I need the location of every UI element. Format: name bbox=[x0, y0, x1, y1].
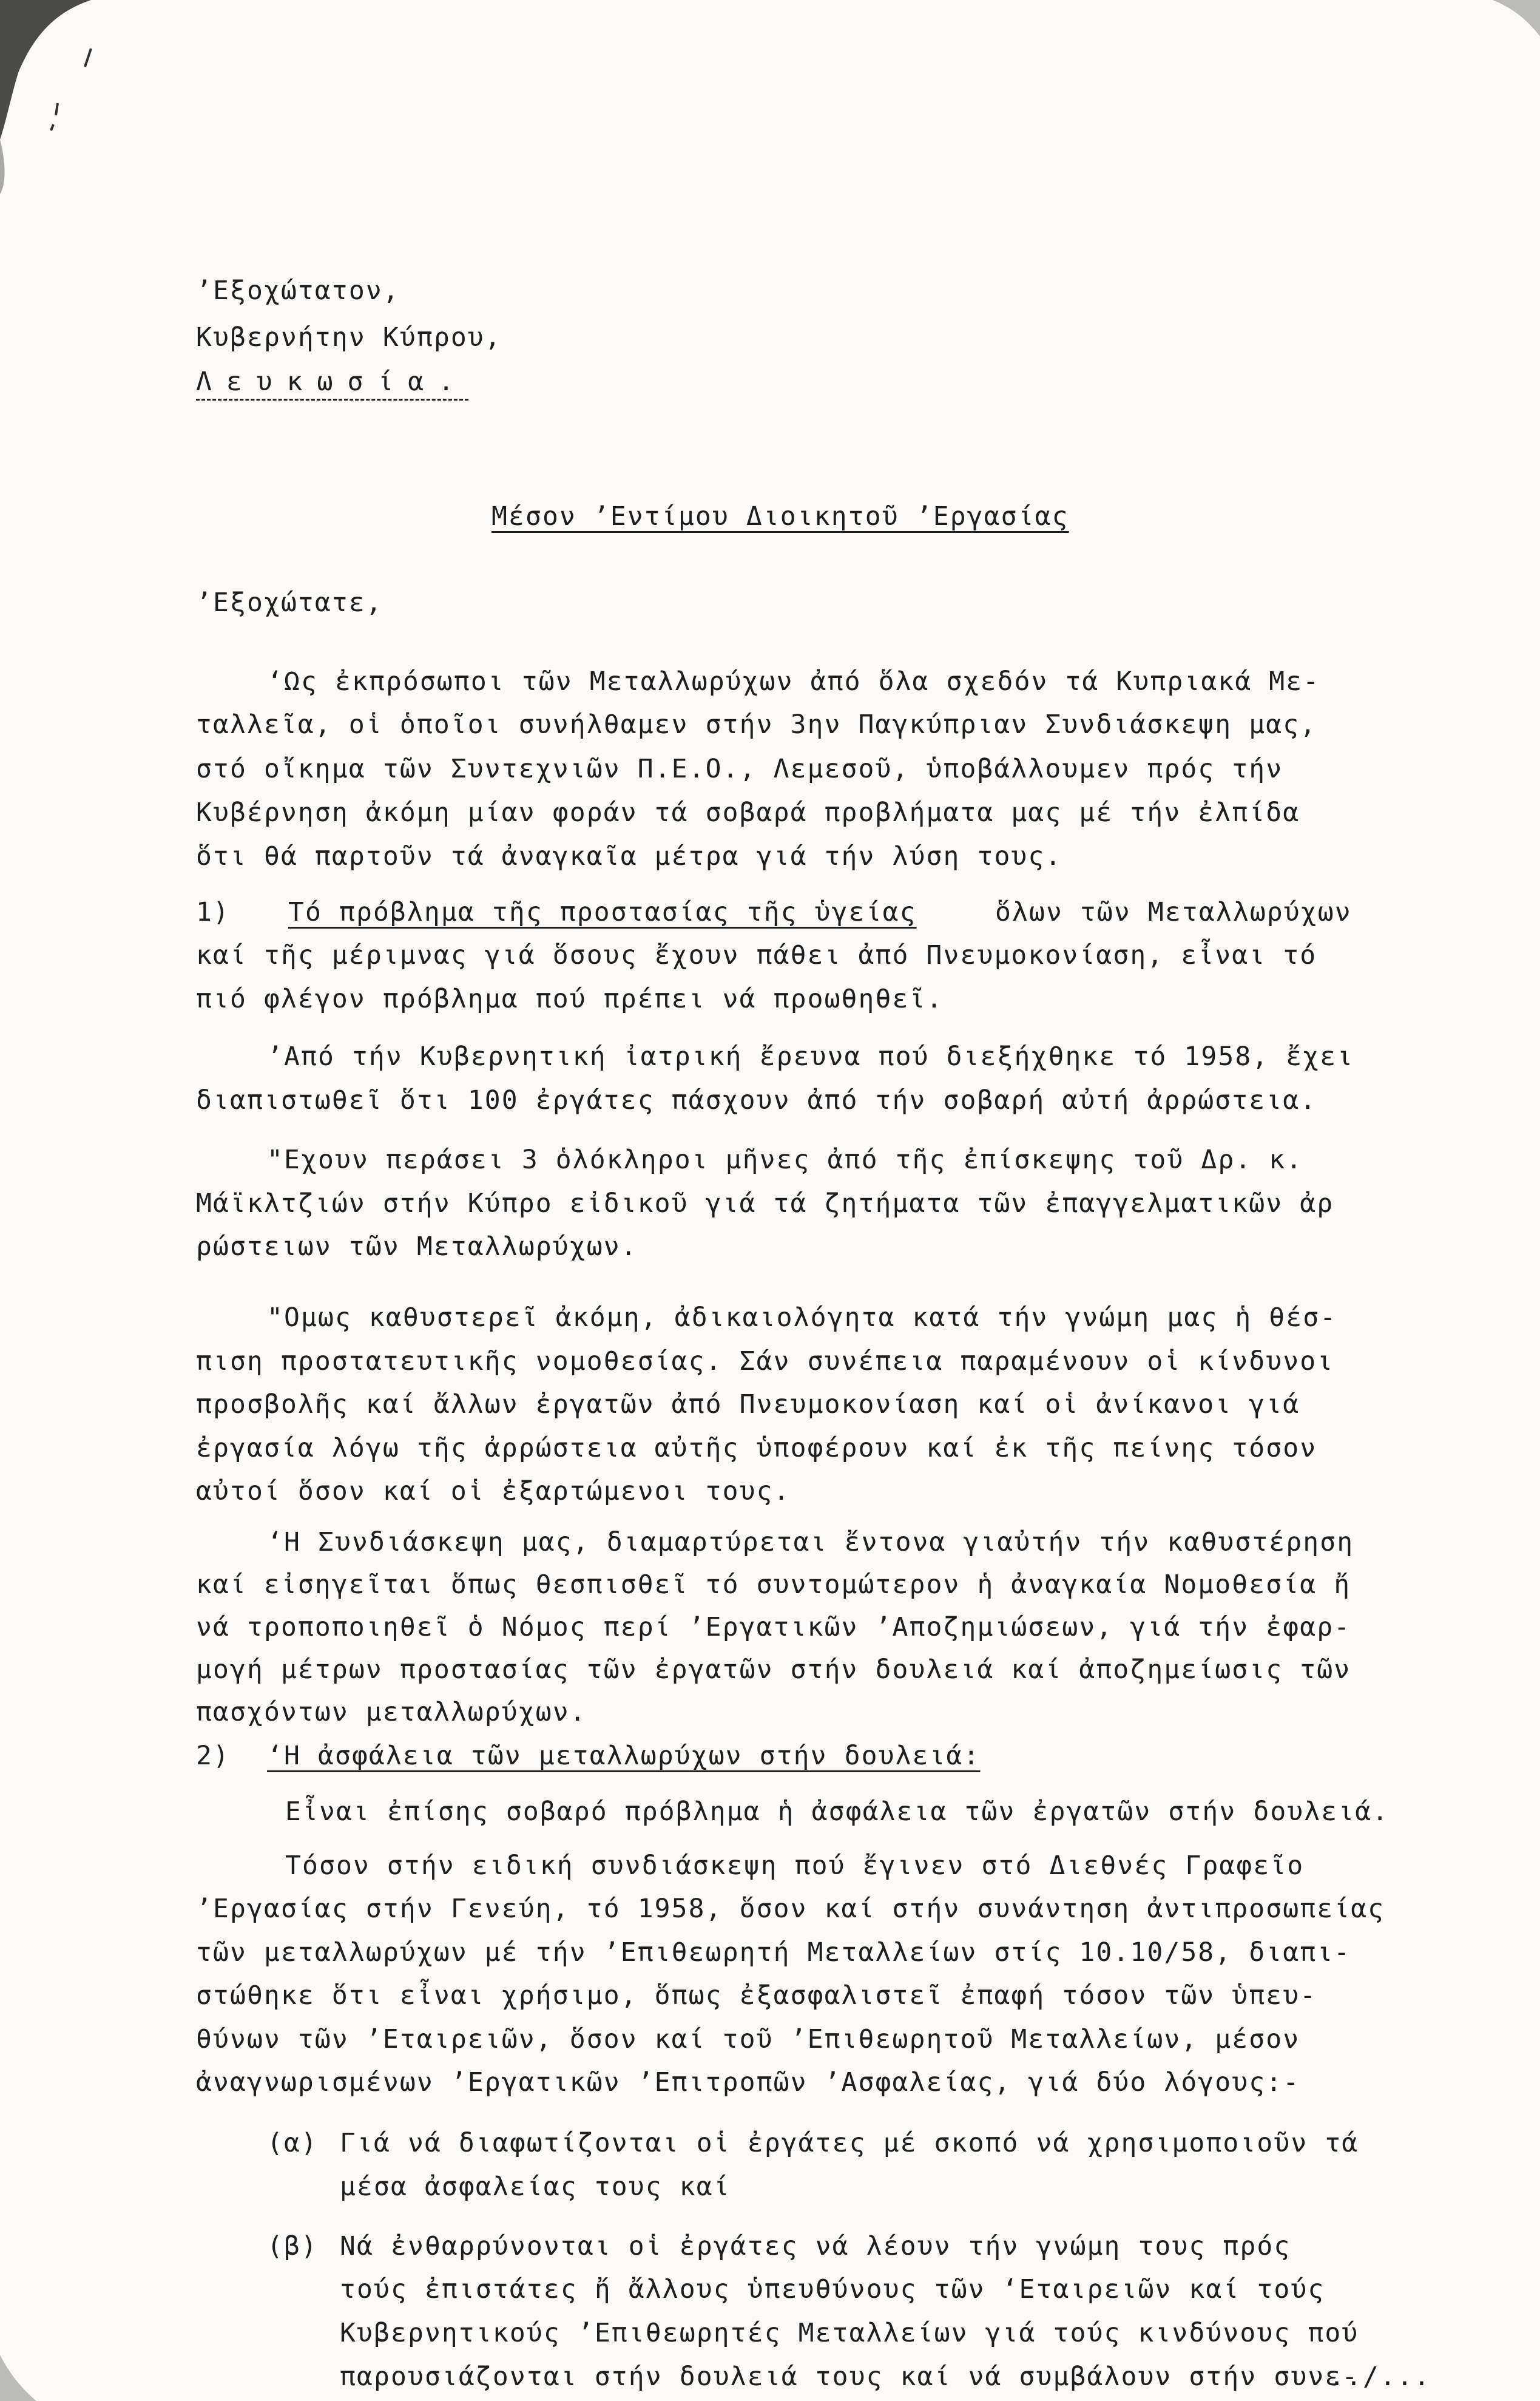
greeting: ’Εξοχώτατε, bbox=[196, 588, 383, 618]
continuation-mark: ../... bbox=[1329, 2362, 1431, 2392]
text-line: παρουσιάζονται στήν δουλειά τους καί νά συμβάλουν στήν συνε- bbox=[340, 2362, 1359, 2392]
address-salutation: ’Εξοχώτατον, bbox=[196, 276, 400, 306]
text-line: Νά ἐνθαρρύνονται οἱ ἐργάτες νά λέουν τήν γνώμη τους πρός bbox=[340, 2231, 1291, 2261]
text-line: Εἶναι ἐπίσης σοβαρό πρόβλημα ἡ ἀσφάλεια τῶν ἐργατῶν στήν δουλειά. bbox=[285, 1797, 1390, 1827]
text-line: ὅτι θά παρτοῦν τά ἀναγκαῖα μέτρα γιά τήν λύση τους. bbox=[196, 841, 1062, 872]
address-recipient: Κυβερνήτην Κύπρου, bbox=[196, 322, 502, 353]
text-line: Τόσον στήν ειδική συνδιάσκεψη πού ἔγινεν στό Διεθνές Γραφεῖο bbox=[285, 1851, 1305, 1881]
section-2-heading: ‘Η ἀσφάλεια τῶν μεταλλωρύχων στήν δουλειά: bbox=[267, 1741, 981, 1771]
text-line: "Ομως καθυστερεῖ ἀκόμη, ἀδικαιολόγητα κατά τήν γνώμη μας ἡ θέσ- bbox=[267, 1302, 1337, 1333]
text-line: ρώστειων τῶν Μεταλλωρύχων. bbox=[196, 1231, 638, 1262]
section-1-heading: Τό πρόβλημα τῆς προστασίας τῆς ὑγείας bbox=[288, 897, 917, 927]
text-line: στό οἴκημα τῶν Συντεχνιῶν Π.Ε.Ο., Λεμεσοῦ, ὑποβάλλουμεν πρός τήν bbox=[196, 754, 1283, 784]
text-line: μέσα ἀσφαλείας τους καί bbox=[340, 2172, 731, 2202]
text-line: ‘Ως ἐκπρόσωποι τῶν Μεταλλωρύχων ἀπό ὅλα σχεδόν τά Κυπριακά Με- bbox=[267, 666, 1320, 697]
list-item-label: (β) bbox=[267, 2231, 318, 2261]
address-city: Λευκωσία. bbox=[196, 367, 468, 397]
text-line: μογή μέτρων προστασίας τῶν ἐργατῶν στήν δουλειά καί ἀποζημείωσις τῶν bbox=[196, 1654, 1351, 1685]
text-line: ἀναγνωρισμένων ’Εργατικῶν ’Επιτροπῶν ’Ασφαλείας, γιά δύο λόγους:- bbox=[196, 2067, 1300, 2098]
text-line: "Εχουν περάσει 3 ὁλόκληροι μῆνες ἀπό τῆς ἐπίσκεψης τοῦ Δρ. κ. bbox=[267, 1145, 1303, 1175]
text-line: ἐργασία λόγω τῆς ἀρρώστεια αὐτῆς ὑποφέρουν καί ἐκ τῆς πείνης τόσον bbox=[196, 1433, 1317, 1463]
text-line: αὐτοί ὅσον καί οἱ ἐξαρτώμενοι τους. bbox=[196, 1476, 791, 1506]
section-1-number: 1) bbox=[196, 897, 230, 927]
section-1-heading-rest: ὅλων τῶν Μεταλλωρύχων bbox=[995, 897, 1352, 927]
list-item-label: (α) bbox=[267, 2128, 318, 2158]
text-line: Κυβερνητικούς ’Επιθεωρητές Μεταλλείων γιά τούς κινδύνους πού bbox=[340, 2318, 1359, 2348]
text-line: πιό φλέγον πρόβλημα πού πρέπει νά προωθηθεῖ. bbox=[196, 984, 944, 1014]
text-line: ‘Η Συνδιάσκεψη μας, διαμαρτύρεται ἔντονα γιαὐτήν τήν καθυστέρηση bbox=[267, 1527, 1354, 1557]
text-line: πιση προστατευτικῆς νομοθεσίας. Σάν συνέπεια παραμένουν οἱ κίνδυνοι bbox=[196, 1346, 1334, 1377]
text-line: στώθηκε ὅτι εἶναι χρήσιμο, ὅπως ἐξασφαλιστεῖ ἐπαφή τόσον τῶν ὑπευ- bbox=[196, 1980, 1317, 2011]
subject-line: Μέσον ’Εντίμου Διοικητοῦ ’Εργασίας bbox=[491, 501, 1069, 532]
section-2-number: 2) bbox=[196, 1741, 230, 1771]
text-line: ’Εργασίας στήν Γενεύη, τό 1958, ὅσον καί στήν συνάντηση ἀντιπροσωπείας bbox=[196, 1894, 1385, 1924]
text-line: Κυβέρνηση ἀκόμη μίαν φοράν τά σοβαρά προβλήματα μας μέ τήν ἐλπίδα bbox=[196, 798, 1300, 828]
text-line: προσβολῆς καί ἄλλων ἐργατῶν ἀπό Πνευμοκονίαση καί οἱ ἀνίκανοι γιά bbox=[196, 1389, 1300, 1420]
text-line: τούς ἐπιστάτες ἤ ἄλλους ὑπευθύνους τῶν ‘Εταιρειῶν καί τούς bbox=[340, 2274, 1325, 2304]
text-line: ’Από τήν Κυβερνητική ἰατρική ἔρευνα πού διεξήχθηκε τό 1958, ἔχει bbox=[267, 1041, 1354, 1072]
text-line: θύνων τῶν ’Εταιρειῶν, ὅσον καί τοῦ ’Επιθεωρητοῦ Μεταλλείων, μέσον bbox=[196, 2024, 1300, 2054]
text-line: πασχόντων μεταλλωρύχων. bbox=[196, 1697, 587, 1727]
text-line: διαπιστωθεῖ ὅτι 100 ἐργάτες πάσχουν ἀπό τήν σοβαρή αὐτή ἀρρώστεια. bbox=[196, 1085, 1317, 1116]
text-line: τῶν μεταλλωρύχων μέ τήν ’Επιθεωρητή Μεταλλείων στίς 10.10/58, διαπι- bbox=[196, 1937, 1351, 1968]
text-line: Μάϊκλτζιών στήν Κύπρο εἰδικοῦ γιά τά ζητήματα τῶν ἐπαγγελματικῶν ἀρ bbox=[196, 1188, 1334, 1219]
text-line: καί τῆς μέριμνας γιά ὅσους ἔχουν πάθει ἀπό Πνευμοκονίαση, εἶναι τό bbox=[196, 940, 1317, 970]
text-line: καί εἰσηγεῖται ὅπως θεσπισθεῖ τό συντομώτερον ἡ ἀναγκαία Νομοθεσία ἤ bbox=[196, 1570, 1351, 1600]
text-line: νά τροποποιηθεῖ ὁ Νόμος περί ’Εργατικῶν ’Αποζημιώσεων, γιά τήν ἐφαρ- bbox=[196, 1612, 1351, 1642]
text-line: Γιά νά διαφωτίζονται οἱ ἐργάτες μέ σκοπό νά χρησιμοποιοῦν τά bbox=[340, 2128, 1359, 2158]
text-line: ταλλεῖα, οἱ ὁποῖοι συνήλθαμεν στήν 3ην Παγκύπριαν Συνδιάσκεψη μας, bbox=[196, 709, 1317, 740]
